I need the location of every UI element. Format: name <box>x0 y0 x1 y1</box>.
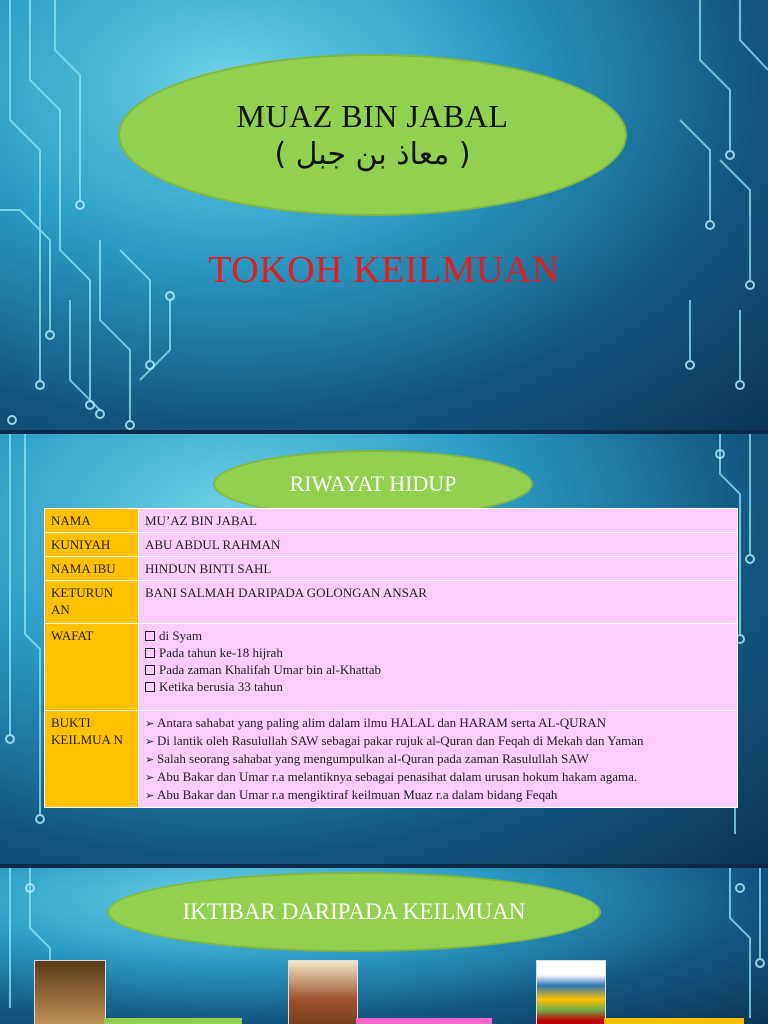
checkbox-bullet-icon <box>145 665 155 675</box>
iktibar-heading-ellipse <box>107 872 601 952</box>
table-row <box>45 557 738 581</box>
arrow-bullet-icon: ➢ <box>145 717 155 730</box>
row-label: WAFAT <box>45 624 139 711</box>
arrow-bullet-icon: ➢ <box>145 753 155 766</box>
riwayat-slide <box>0 434 768 864</box>
row-label: NAMA IBU <box>45 557 139 581</box>
row-value <box>139 624 738 711</box>
book-stack-image <box>288 960 358 1024</box>
table-row <box>45 509 738 533</box>
arabic-title: ( معاذ بن جبل ) <box>274 137 471 172</box>
table-row <box>45 581 738 624</box>
table-row <box>45 533 738 557</box>
arrow-bullet-icon: ➢ <box>145 771 155 784</box>
caption-bar <box>604 1018 744 1024</box>
row-value: BANI SALMAH DARIPADA GOLONGAN ANSAR <box>139 581 738 624</box>
list-item: ➢ Di lantik oleh Rasulullah SAW sebagai pakar rujuk al-Quran dan Feqah di Mekah dan Yaman <box>145 733 644 748</box>
biography-table <box>44 508 738 808</box>
list-item: Ketika berusia 33 tahun <box>145 678 731 695</box>
row-value: MU’AZ BIN JABAL <box>139 509 738 533</box>
open-book-image <box>34 960 106 1024</box>
list-item: ➢ Salah seorang sahabat yang mengumpulkan al-Quran pada zaman Rasulullah SAW <box>145 751 589 766</box>
riwayat-heading: RIWAYAT HIDUP <box>289 471 457 496</box>
row-value: ABU ABDUL RAHMAN <box>139 533 738 557</box>
arrow-bullet-icon: ➢ <box>145 789 155 802</box>
row-label: KETURUN AN <box>45 581 139 624</box>
checkbox-bullet-icon <box>145 631 155 641</box>
bukti-list <box>145 714 731 804</box>
row-label: NAMA <box>45 509 139 533</box>
list-item: ➢ Abu Bakar dan Umar r.a mengiktiraf keilmuan Muaz r.a dalam bidang Feqah <box>145 787 558 802</box>
iktibar-heading: IKTIBAR DARIPADA KEILMUAN <box>182 899 526 924</box>
arrow-bullet-icon: ➢ <box>145 735 155 748</box>
row-label: KUNIYAH <box>45 533 139 557</box>
title-slide <box>0 0 768 430</box>
list-item: ➢ Antara sahabat yang paling alim dalam ilmu HALAL dan HARAM serta AL-QURAN <box>145 715 607 730</box>
list-item: Pada zaman Khalifah Umar bin al-Khattab <box>145 661 731 678</box>
wafat-list <box>145 627 731 695</box>
list-item: di Syam <box>145 627 731 644</box>
title-ellipse <box>118 54 627 216</box>
table-row <box>45 711 738 808</box>
row-value: HINDUN BINTI SAHL <box>139 557 738 581</box>
row-value <box>139 711 738 808</box>
checkbox-bullet-icon <box>145 682 155 692</box>
list-item: ➢ Abu Bakar dan Umar r.a melantiknya sebagai penasihat dalam urusan hokum hakam agama. <box>145 769 638 784</box>
caption-bar <box>104 1018 242 1024</box>
slide-subtitle: TOKOH KEILMUAN <box>208 249 560 291</box>
iktibar-slide <box>0 868 768 1024</box>
table-row <box>45 624 738 711</box>
slide-title: MUAZ BIN JABAL <box>236 98 509 134</box>
row-label: BUKTI KEILMUA N <box>45 711 139 808</box>
caption-bar <box>356 1018 492 1024</box>
list-item: Pada tahun ke-18 hijrah <box>145 644 731 661</box>
colorful-books-image <box>536 960 606 1024</box>
checkbox-bullet-icon <box>145 648 155 658</box>
